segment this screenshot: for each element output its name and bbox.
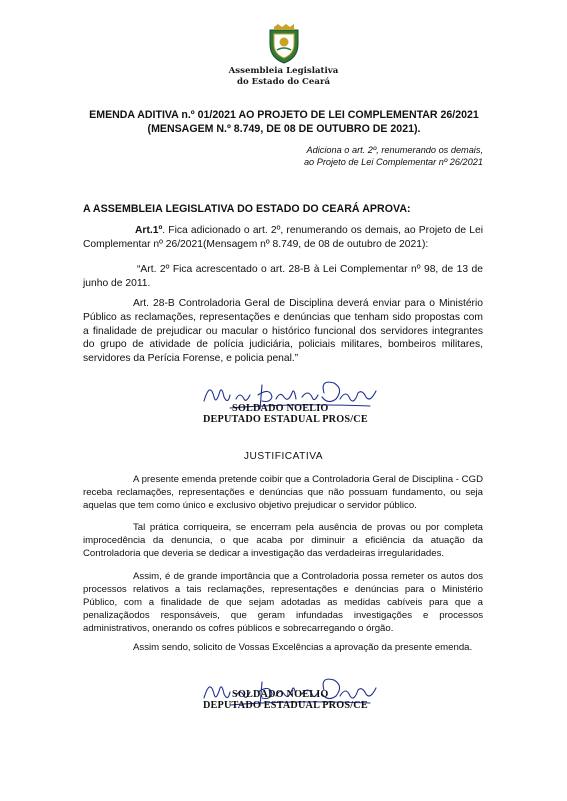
article-1-paragraph <box>83 224 483 252</box>
article-2-paragraph: “Art. 2º Fica acrescentado o art. 28-B à Lei Complementar nº 98, de 13 de junho de 2011. <box>83 264 483 289</box>
enacting-heading: A ASSEMBLEIA LEGISLATIVA DO ESTADO DO CEARÁ APROVA: <box>83 203 411 215</box>
article-1-label: Art.1º <box>135 225 163 236</box>
justification-heading: JUSTIFICATIVA <box>243 451 324 462</box>
document-title-line2: (MENSAGEM N.º 8.749, DE 08 DE OUTUBRO DE 2021). <box>147 123 421 135</box>
article-28b-paragraph: Art. 28-B Controladoria Geral de Disciplina deverá enviar para o Ministério Público as reclamações, representações e denúncias que tenham sido propostas com a finalidade de prejudicar ou macular o histórico funcional dos servidores integrantes do grupo de atividade de polícia judiciária, policiais militares, bombeiros militares, servidores da Perícia Forense, e policia penal.” <box>83 298 483 365</box>
article-1-text: . Fica adicionado o art. 2º, renumerando os demais, ao Projeto de Lei Complementar nº 26/2021(Mensagem nº 8.749, de 08 de outubro de 2021): <box>83 225 483 250</box>
signatory-name-1: SOLDADO NOELIO <box>232 403 329 414</box>
ementa-line2: ao Projeto de Lei Complementar nº 26/2021 <box>303 157 483 167</box>
document-title-line1: EMENDA ADITIVA n.º 01/2021 AO PROJETO DE LEI COMPLEMENTAR 26/2021 <box>89 109 479 121</box>
signatory-name-2: SOLDADO NOELIO <box>232 689 329 700</box>
justification-paragraph-1: A presente emenda pretende coibir que a Controladoria Geral de Disciplina - CGD receba reclamações, representações e denúncias que não possuam fundamento, ou seja aquelas que tem como único e exclusivo objetivo prejudicar o servidor público. <box>83 474 483 511</box>
institution-name-line2: do Estado do Ceará <box>236 77 331 87</box>
coat-of-arms-icon <box>266 24 302 64</box>
signatory-role-2: DEPUTADO ESTADUAL PROS/CE <box>203 700 368 711</box>
justification-paragraph-2: Tal prática corriqueira, se encerram pela ausência de provas ou por completa improcedência da denuncia, o que acaba por diminuir a eficiência da atuação da Controladoria que deveria se dedicar a investigação das verdadeiras irregularidades. <box>83 522 483 559</box>
signatory-role-1: DEPUTADO ESTADUAL PROS/CE <box>203 414 368 425</box>
justification-paragraph-4: Assim sendo, solicito de Vossas Excelências a aprovação da presente emenda. <box>133 642 473 653</box>
institution-name-line1: Assembleia Legislativa <box>228 66 339 76</box>
justification-paragraph-3: Assim, é de grande importância que a Controladoria possa remeter os autos dos processos relativos a tais reclamações, representações e denúncias para o Ministério Público, com a finalidade de que sejam adotadas as medidas cabíveis para que a penalizaçãodos responsáveis, que geram infundadas investigações e processos administrativos, onerando os cofres públicos e sobrecarregando o órgão. <box>83 571 483 634</box>
ementa-line1: Adiciona o art. 2º, renumerando os demais, <box>306 145 483 155</box>
